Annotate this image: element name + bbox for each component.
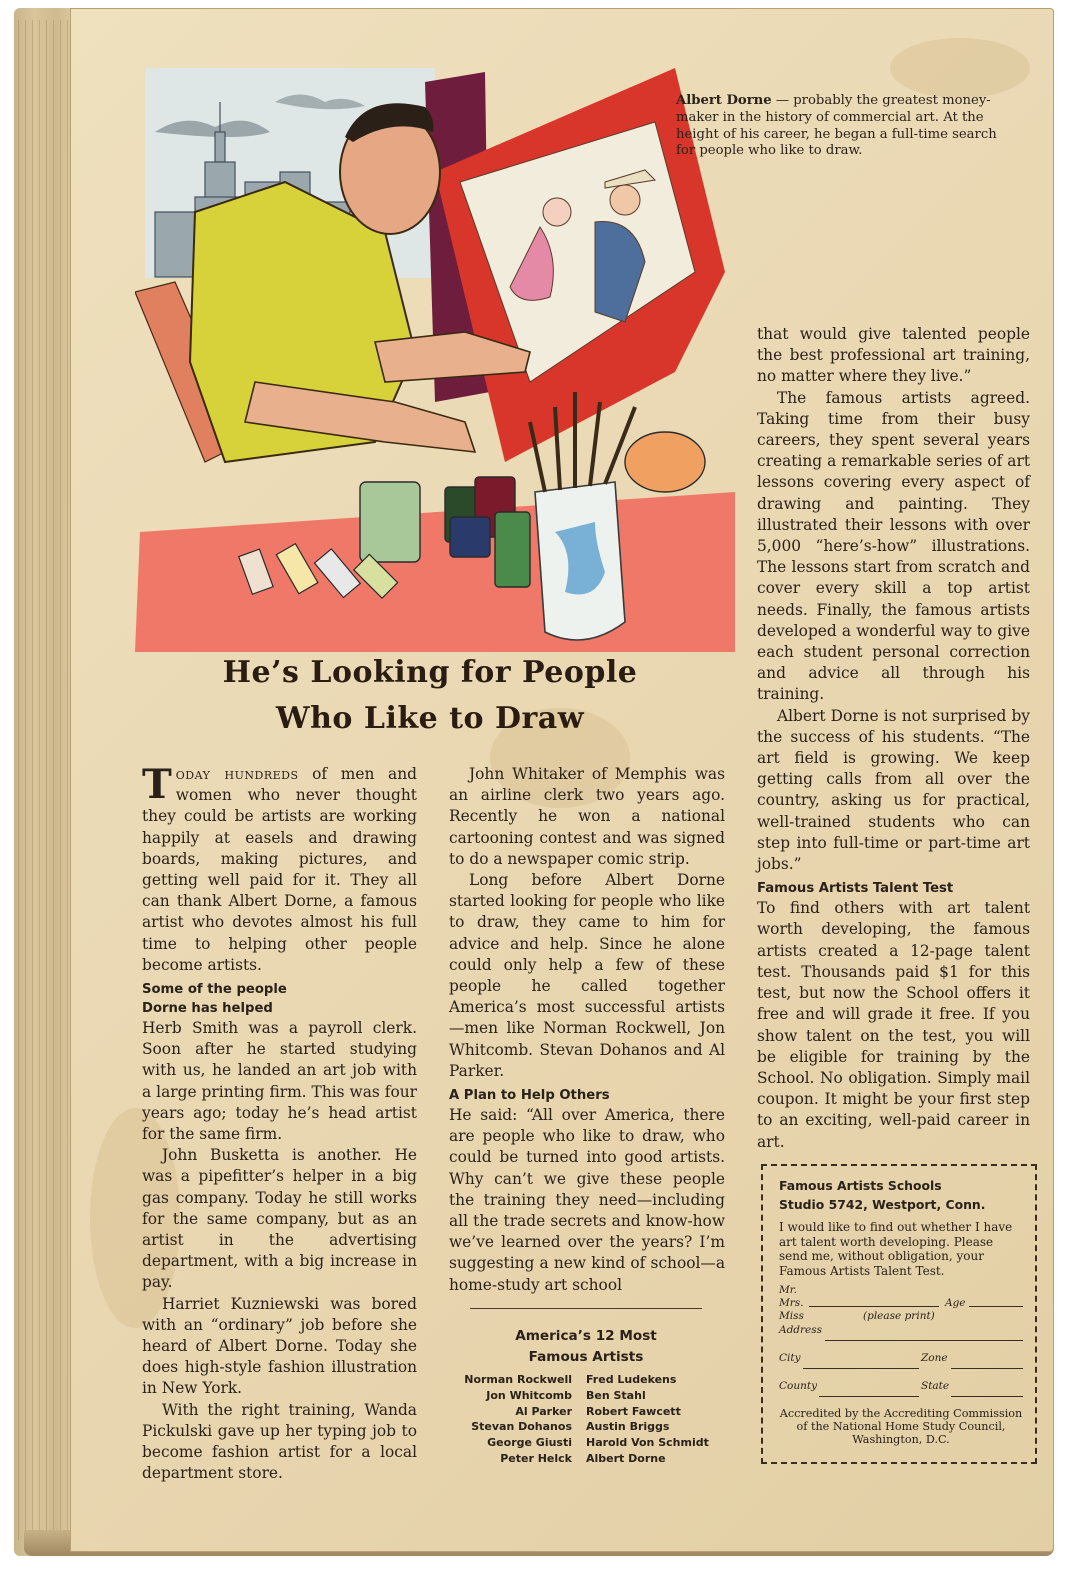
illustration-caption <box>676 93 1016 160</box>
artist-name: Robert Fawcett <box>586 1404 681 1418</box>
subheading: Famous Artists Talent Test <box>757 881 954 897</box>
artists-list <box>440 1372 740 1467</box>
field-label: Mrs. <box>779 1297 804 1310</box>
artist-name: Harold Von Schmidt <box>586 1436 709 1450</box>
field-mrs[interactable] <box>779 1297 1023 1310</box>
caption-text: — probably the greatest money-maker in the history of commercial art. At the height of his career, he began a full-time search for people who like to draw. <box>676 93 997 159</box>
artists-title <box>470 1326 702 1368</box>
artists-title-line-1: America’s 12 Most <box>515 1328 657 1344</box>
artists-row <box>440 1404 740 1420</box>
artist-name: Stevan Dohanos <box>471 1420 572 1434</box>
coupon-body: I would like to find out whether I have art talent worth developing. Please send me, without obligation, your Famous Artists Talent Test. <box>779 1220 1013 1278</box>
field-label: Age <box>945 1297 966 1310</box>
artists-row <box>440 1372 740 1388</box>
artists-row <box>440 1388 740 1404</box>
paragraph: With the right training, Wanda Pickulski gave up her typing job to become fashion artist for a local department store. <box>142 1400 417 1483</box>
headline <box>150 650 710 742</box>
paragraph: John Busketta is another. He was a pipefitter’s helper in a big gas company. Today he still works for the same company, but as an artist in the advertising department, with a big increase in pay. <box>142 1146 417 1292</box>
field-city[interactable] <box>779 1352 1023 1372</box>
paragraph: Herb Smith was a payroll clerk. Soon after he started studying with us, he landed an art job with a large printing firm. This was four years ago; today he’s head artist for the same firm. <box>142 1019 417 1144</box>
field-hint: (please print) <box>863 1310 935 1323</box>
mail-coupon[interactable] <box>761 1164 1037 1464</box>
artists-row <box>440 1419 740 1435</box>
artist-name: Fred Ludekens <box>586 1373 677 1386</box>
paragraph: He said: “All over America, there are people who like to draw, who could be turned into good artists. Why can’t we give these people the training they need—including all the trade secrets and know-how we’ve learned over the years? I’m suggesting a new kind of school—a home-study art school <box>449 1106 725 1294</box>
field-county[interactable] <box>779 1380 1023 1400</box>
subheading: Some of the people Dorne has helped <box>142 982 287 1017</box>
artist-name: Ben Stahl <box>586 1388 646 1402</box>
paper-stain <box>890 38 1030 98</box>
artist-name: Austin Briggs <box>586 1420 670 1434</box>
artist-name: Jon Whitcomb <box>486 1388 572 1402</box>
desk <box>135 492 735 652</box>
paragraph: Harriet Kuzniewski was bored with an “ordinary” job before she heard of Albert Dorne. Today she does high-style fashion illustration in New York. <box>142 1294 417 1398</box>
headline-line-2: Who Like to Draw <box>275 701 585 736</box>
coupon-school-name: Famous Artists Schools <box>779 1178 942 1193</box>
artist-name: George Giusti <box>487 1436 572 1450</box>
artists-row <box>440 1451 740 1467</box>
artists-row <box>440 1435 740 1451</box>
divider <box>470 1308 702 1309</box>
coupon-studio-address: Studio 5742, Westport, Conn. <box>779 1197 986 1212</box>
field-mr[interactable] <box>779 1284 1023 1297</box>
artist-name: Norman Rockwell <box>464 1373 572 1386</box>
field-label: Miss <box>779 1310 804 1323</box>
article-column-3 <box>757 324 1030 1153</box>
caption-name: Albert Dorne <box>676 93 772 108</box>
headline-line-1: He’s Looking for People <box>222 655 638 690</box>
field-miss[interactable] <box>779 1310 1023 1324</box>
artist-name: Albert Dorne <box>586 1451 666 1465</box>
paragraph: Long before Albert Dorne started looking for people who like to draw, they came to him for advice and help. Since he alone could only help a few of these people he called together America’s most successful artists —men like Norman Rockwell, Jon Whitcomb. Stevan Dohanos and Al Parker. <box>449 871 725 1080</box>
field-label: State <box>921 1380 950 1393</box>
artists-title-line-2: Famous Artists <box>528 1349 644 1365</box>
article-column-1 <box>142 761 417 1485</box>
field-label: City <box>779 1352 801 1365</box>
paragraph: John Whitaker of Memphis was an airline clerk two years ago. Recently he won a national cartooning contest and was signed to do a newspaper comic strip. <box>449 765 725 868</box>
paragraph: Albert Dorne is not surprised by the success of his students. “The art field is growing. We keep getting calls from all over the country, asking us for practical, well-trained students who can step into full-time or part-time art jobs.” <box>757 706 1030 874</box>
paragraph: To find others with art talent worth developing, the famous artists created a 12-page talent test. Thousands paid $1 for this test, but now the School offers it free and will grade it free. If you show talent on the test, you will be eligible for training by the School. No obligation. Simply mail coupon. It might be your first step to an exciting, well-paid career in art. <box>757 899 1030 1151</box>
page-edge-lines <box>18 20 78 1540</box>
paragraph: that would give talented people the best professional art training, no matter where they live.” <box>757 325 1030 386</box>
subheading: A Plan to Help Others <box>449 1088 610 1104</box>
field-label: County <box>779 1380 818 1393</box>
paragraph: The famous artists agreed. Taking time from their busy careers, they spent several years creating a remarkable series of art lessons covering every aspect of drawing and painting. They illustrated their lessons with over 5,000 “here’s-how” illustrations. The lessons start from scratch and cover every skill a top artist needs. Finally, the famous artists developed a wonderful way to give each student personal correction and advice all through his training. <box>757 388 1030 704</box>
lead-smallcaps: oday hundreds <box>175 765 299 783</box>
paragraph-text: of men and women who never thought they could be artists are working happily at easels and drawing boards, making pictures, and getting well paid for it. They all can thank Albert Dorne, a famous artist who devotes almost his full time to helping other people become artists. <box>142 765 417 974</box>
artist-name: Al Parker <box>515 1404 572 1418</box>
field-label: Mr. <box>779 1284 797 1297</box>
artist-name: Peter Helck <box>500 1451 572 1465</box>
article-column-2 <box>449 764 725 1296</box>
drop-cap: T <box>142 761 172 808</box>
field-label: Zone <box>921 1352 948 1365</box>
field-address[interactable] <box>779 1324 1023 1344</box>
accreditation-note: Accredited by the Accrediting Commission of the National Home Study Council, Washington, D.C. <box>779 1407 1023 1446</box>
paragraph <box>142 761 417 976</box>
field-label: Address <box>779 1324 823 1337</box>
albert-dorne-illustration <box>135 62 735 652</box>
